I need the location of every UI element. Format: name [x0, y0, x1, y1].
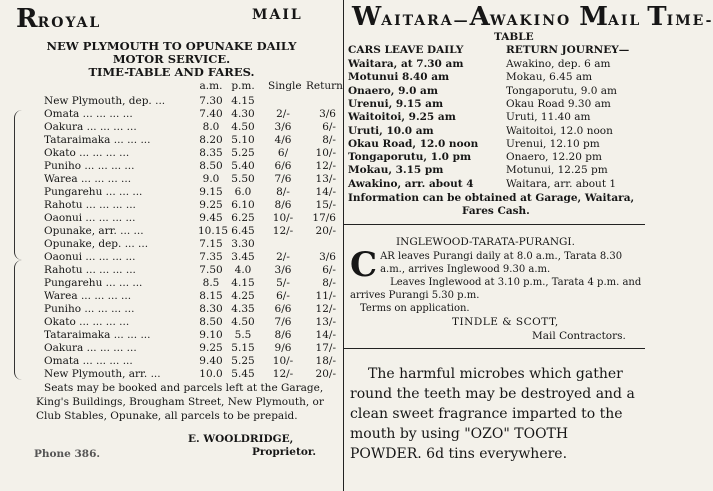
return-journey-header: RETURN JOURNEY—	[506, 44, 630, 56]
banner-ime: IME-	[666, 13, 713, 29]
banner-royal-text: ROYAL	[37, 15, 102, 31]
fare-single: 10/-	[272, 355, 294, 367]
col-am: a.m.	[199, 80, 223, 92]
place-name: Oakura ... ... ... ...	[44, 342, 137, 354]
time-pm: 4.25	[231, 290, 255, 302]
time-pm: 6.45	[231, 225, 255, 237]
time-pm: 5.5	[234, 329, 252, 341]
place-name: Opunake, arr. ... ...	[44, 225, 144, 237]
place-name: Okato ... ... ... ...	[44, 147, 130, 159]
mail-contractors: Mail Contractors.	[532, 330, 626, 342]
time-pm: 3.45	[231, 251, 255, 263]
title-line-2: MOTOR SERVICE.	[112, 52, 231, 66]
divider-2	[344, 348, 645, 349]
ozo-tooth-powder-ad: The harmful microbes which gather round the teeth may be destroyed and a clean sweet fragrance imparted to the mouth by using "OZO" TOOTH POWDER. 6d tins everywhere.	[350, 366, 635, 462]
place-name: Pungarehu ... ... ...	[44, 277, 143, 289]
fare-single: 2/-	[276, 251, 290, 263]
return-stop: Uruti, 11.40 am	[506, 111, 591, 124]
place-name: Rahotu ... ... ... ...	[44, 264, 136, 276]
timetable-row	[0, 367, 343, 382]
signature-title: Proprietor.	[252, 446, 317, 458]
time-am: 9.10	[199, 329, 223, 341]
return-stop: Okau Road 9.30 am	[506, 97, 611, 110]
info-line-1: Information can be obtained at Garage, Waitara,	[348, 192, 635, 204]
place-name: Omata ... ... ... ...	[44, 108, 133, 120]
place-name: Tataraimaka ... ... ...	[44, 134, 151, 146]
time-am: 7.35	[199, 251, 223, 263]
fare-return: 3/6	[319, 251, 336, 263]
banner-royal-initial: R	[16, 4, 38, 34]
time-pm: 4.50	[231, 121, 255, 133]
fare-single: 8/6	[274, 199, 292, 211]
col-pm: p.m.	[231, 80, 255, 92]
royal-mail-advert	[0, 0, 343, 491]
timetable-header	[0, 79, 343, 94]
inglewood-notice	[350, 245, 642, 315]
phone-number: Phone 386.	[34, 448, 101, 460]
fare-single: 8/6	[274, 329, 292, 341]
outbound-stop: Mokau, 3.15 pm	[348, 164, 444, 177]
time-pm: 4.15	[231, 95, 255, 107]
fare-return: 15/-	[315, 199, 336, 211]
fare-single: 6/	[277, 147, 289, 159]
outbound-stop: Waitoitoi, 9.25 am	[348, 111, 456, 124]
time-am: 8.50	[199, 316, 223, 328]
banner-ail: AIL	[608, 13, 642, 29]
signature-name: E. WOOLDRIDGE,	[188, 433, 294, 445]
time-am: 9.0	[202, 173, 220, 185]
fare-single: 7/6	[274, 173, 292, 185]
time-am: 7.50	[199, 264, 223, 276]
fare-single: 8/-	[276, 186, 290, 198]
fare-return: 12/-	[315, 303, 336, 315]
place-name: Omata ... ... ... ...	[44, 355, 133, 367]
table-label: TABLE	[494, 31, 534, 43]
fare-single: 4/6	[274, 134, 292, 146]
time-am: 8.15	[199, 290, 223, 302]
banner-w: W	[352, 2, 382, 32]
time-am: 9.40	[199, 355, 223, 367]
banner-waitara	[352, 2, 713, 32]
banner-royal	[16, 4, 101, 34]
place-name: Puniho ... ... ... ...	[44, 303, 135, 315]
time-pm: 5.25	[231, 355, 255, 367]
outbound-stop: Onaero, 9.0 am	[348, 84, 438, 97]
fare-return: 11/-	[315, 290, 336, 302]
fare-single: 6/6	[274, 160, 292, 172]
fare-single: 3/6	[274, 121, 292, 133]
fare-return: 14/-	[315, 186, 336, 198]
time-am: 8.5	[202, 277, 220, 289]
fare-single: 6/-	[276, 290, 290, 302]
place-name: Warea ... ... ... ...	[44, 173, 132, 185]
return-stop: Awakino, dep. 6 am	[506, 58, 611, 70]
fare-return: 20/-	[315, 368, 336, 380]
time-am: 10.15	[198, 225, 229, 237]
outbound-stop: Okau Road, 12.0 noon	[348, 137, 479, 150]
time-am: 9.25	[199, 199, 223, 211]
fare-single: 3/6	[274, 264, 292, 276]
place-name: Tataraimaka ... ... ...	[44, 329, 151, 341]
place-name: Pungarehu ... ... ...	[44, 186, 143, 198]
time-am: 8.50	[199, 160, 223, 172]
fare-single: 12/-	[272, 225, 294, 237]
fare-return: 3/6	[319, 108, 336, 120]
fare-return: 10/-	[315, 147, 336, 159]
fare-single: 7/6	[274, 316, 292, 328]
place-name: Okato ... ... ... ...	[44, 316, 130, 328]
return-stop: Urenui, 12.10 pm	[506, 137, 600, 150]
fare-return: 8/-	[322, 134, 336, 146]
time-pm: 5.10	[231, 134, 255, 146]
fare-return: 17/6	[312, 212, 336, 224]
banner-wakino: WAKINO	[489, 13, 572, 29]
inglewood-title: INGLEWOOD-TARATA-PURANGI.	[396, 236, 575, 248]
return-stop: Waitoitoi, 12.0 noon	[506, 124, 613, 137]
inglewood-text-2: Leaves Inglewood at 3.10 p.m., Tarata 4 p.m. and arrives Purangi 5.30 p.m.	[350, 277, 642, 301]
banner-aitara: AITARA—	[381, 13, 470, 29]
time-am: 8.0	[202, 121, 220, 133]
divider-1	[344, 224, 645, 225]
time-am: 10.0	[199, 368, 223, 380]
time-pm: 5.40	[231, 160, 255, 172]
fare-return: 20/-	[315, 225, 336, 237]
booking-note: Seats may be booked and parcels left at the Garage, King's Buildings, Brougham Street, New Plymouth, or Club Stables, Opunake, all parcels to be prepaid.	[36, 382, 324, 422]
fare-single: 9/6	[274, 342, 292, 354]
banner-t: T	[647, 2, 667, 32]
outbound-stop: Urenui, 9.15 am	[348, 97, 444, 110]
time-pm: 6.25	[231, 212, 255, 224]
time-pm: 4.15	[231, 277, 255, 289]
time-am: 9.15	[199, 186, 223, 198]
outbound-stop: Tongaporutu, 1.0 pm	[348, 151, 472, 164]
outbound-stop: Waitara, at 7.30 am	[348, 58, 464, 70]
time-pm: 5.25	[231, 147, 255, 159]
place-name: Warea ... ... ... ...	[44, 290, 132, 302]
fare-return: 13/-	[315, 173, 336, 185]
fare-return: 6/-	[322, 264, 336, 276]
return-stop: Motunui, 12.25 pm	[506, 164, 608, 177]
col-return: Return	[306, 80, 343, 92]
time-am: 9.45	[199, 212, 223, 224]
place-name: Oaonui ... ... ... ...	[44, 212, 136, 224]
time-pm: 6.0	[234, 186, 252, 198]
dropcap-c: C	[350, 245, 378, 285]
time-pm: 6.10	[231, 199, 255, 211]
fare-return: 8/-	[322, 277, 336, 289]
fare-return: 17/-	[315, 342, 336, 354]
fare-return: 13/-	[315, 316, 336, 328]
time-pm: 5.15	[231, 342, 255, 354]
time-am: 7.30	[199, 95, 223, 107]
return-stop: Mokau, 6.45 am	[506, 71, 593, 84]
time-pm: 3.30	[231, 238, 255, 250]
time-am: 8.30	[199, 303, 223, 315]
time-pm: 4.30	[231, 108, 255, 120]
time-pm: 5.50	[231, 173, 255, 185]
place-name: Puniho ... ... ... ...	[44, 160, 135, 172]
info-line-2: Fares Cash.	[462, 205, 530, 217]
time-am: 9.25	[199, 342, 223, 354]
banner-mail-text: MAIL	[252, 7, 303, 23]
banner-a: A	[469, 2, 490, 32]
waitara-awakino-advert	[343, 0, 713, 491]
banner-m: M	[579, 2, 609, 32]
title-line-1: NEW PLYMOUTH TO OPUNAKE DAILY	[46, 39, 297, 53]
fare-single: 10/-	[272, 212, 294, 224]
time-am: 7.15	[199, 238, 223, 250]
fare-return: 12/-	[315, 160, 336, 172]
time-am: 7.40	[199, 108, 223, 120]
time-am: 8.35	[199, 147, 223, 159]
time-pm: 5.45	[231, 368, 255, 380]
outbound-stop: Motunui 8.40 am	[348, 71, 450, 84]
return-stop: Waitara, arr. about 1	[506, 177, 617, 190]
time-pm: 4.50	[231, 316, 255, 328]
inglewood-text-1: AR leaves Purangi daily at 8.0 a.m., Tarata 8.30 a.m., arrives Inglewood 9.30 a.m.	[380, 251, 623, 275]
cars-leave-header: CARS LEAVE DAILY	[348, 44, 464, 56]
time-pm: 4.0	[234, 264, 252, 276]
banner-mail	[252, 4, 303, 23]
return-stop: Onaero, 12.20 pm	[506, 151, 602, 164]
tindle-scott: TINDLE & SCOTT,	[452, 316, 559, 328]
title-line-3: TIME-TABLE AND FARES.	[88, 65, 255, 79]
fare-return: 14/-	[315, 329, 336, 341]
fare-single: 12/-	[272, 368, 294, 380]
inglewood-text-3: Terms on application.	[360, 303, 470, 314]
time-pm: 4.35	[231, 303, 255, 315]
fare-single: 6/6	[274, 303, 292, 315]
fare-return: 6/-	[322, 121, 336, 133]
fare-single: 5/-	[276, 277, 290, 289]
place-name: Oaonui ... ... ... ...	[44, 251, 136, 263]
fare-return: 18/-	[315, 355, 336, 367]
outbound-stop: Awakino, arr. about 4	[348, 177, 474, 190]
fare-single: 2/-	[276, 108, 290, 120]
place-name: New Plymouth, dep. ...	[44, 95, 166, 107]
place-name: Rahotu ... ... ... ...	[44, 199, 136, 211]
time-am: 8.20	[199, 134, 223, 146]
place-name: Opunake, dep. ... ...	[44, 238, 149, 250]
outbound-stop: Uruti, 10.0 am	[348, 124, 434, 137]
place-name: New Plymouth, arr. ...	[44, 368, 161, 380]
place-name: Oakura ... ... ... ...	[44, 121, 137, 133]
col-single: Single	[268, 80, 302, 92]
return-stop: Tongaporutu, 9.0 am	[506, 84, 617, 97]
